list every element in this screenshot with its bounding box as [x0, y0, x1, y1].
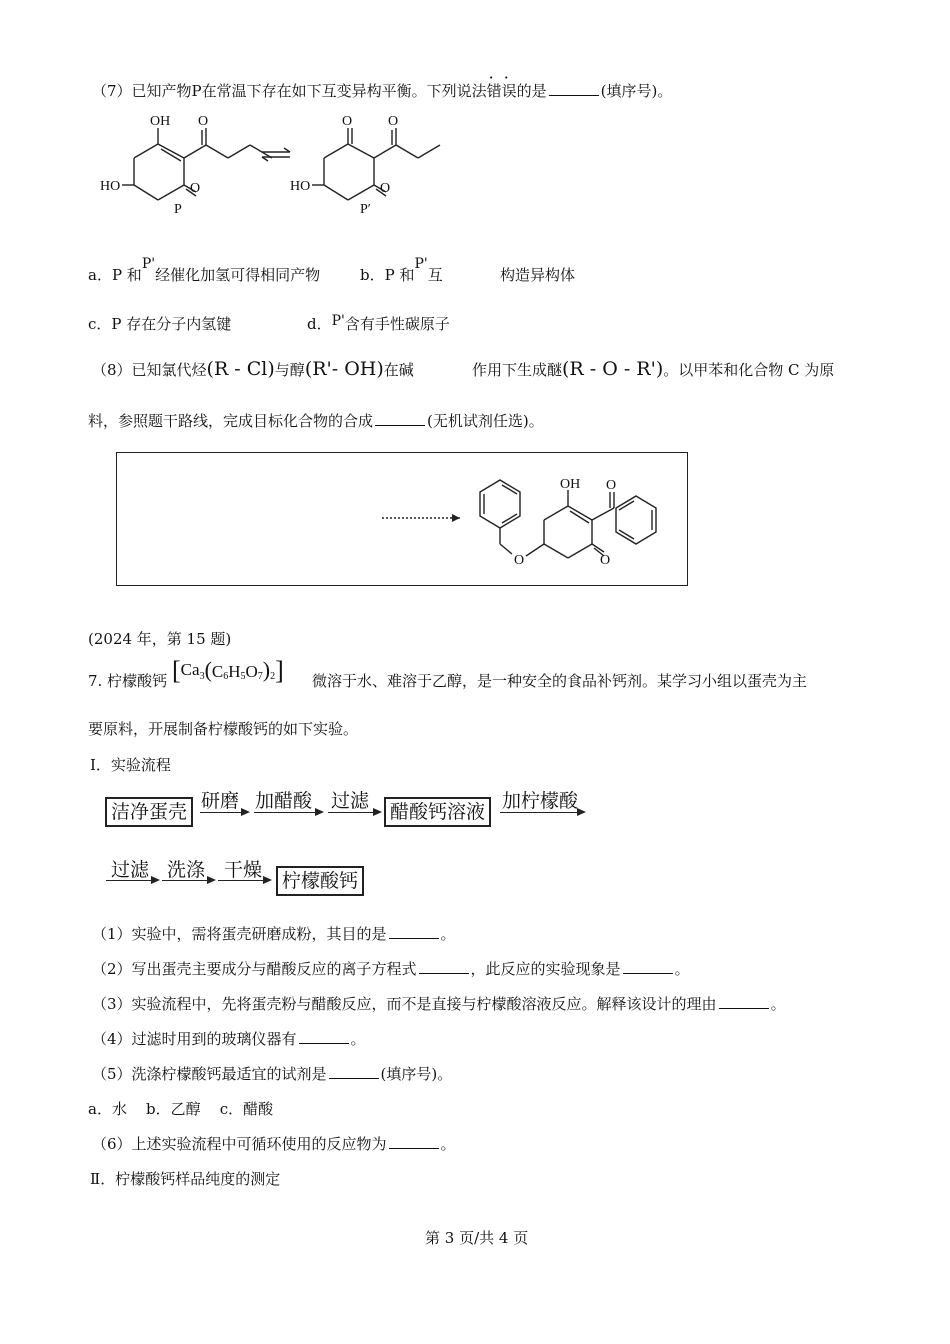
emphasis-word: ·· 错误 — [486, 68, 519, 100]
q7-part1: （1）实验中，需将蛋壳研磨成粉，其目的是 。 — [92, 925, 456, 943]
target-compound-structure — [378, 452, 698, 584]
answer-blank[interactable] — [299, 1042, 349, 1044]
question-source: (2024 年，第 15 题) — [88, 630, 232, 648]
section-1-title: Ⅰ．实验流程 — [90, 756, 171, 774]
tautomer-structures — [96, 110, 476, 230]
q7-part4: （4）过滤时用到的玻璃仪器有 。 — [92, 1030, 366, 1048]
answer-blank[interactable] — [389, 937, 439, 939]
q7-option-b-tail: 构造异构体 — [500, 266, 576, 284]
flow-box-calcium-acetate: 醋酸钙溶液 — [384, 797, 491, 827]
atom-ho: HO — [100, 179, 121, 194]
flow-arrow — [162, 880, 214, 881]
q7-option-c: c．P 存在分子内氢键 — [88, 315, 232, 333]
q8-line1: （8）已知氯代烃(R - Cl)与醇(R'- OH)在碱 — [92, 358, 414, 380]
q7-part5: （5）洗涤柠檬酸钙最适宜的试剂是 (填序号)。 — [92, 1065, 453, 1083]
q7-option-b: b．P 和P'互 — [360, 256, 443, 284]
answer-blank[interactable] — [623, 972, 673, 974]
svg-text:O: O — [380, 181, 391, 196]
flow-arrow — [200, 812, 248, 813]
label-p: P — [174, 202, 182, 217]
flow-arrow — [500, 812, 584, 813]
q7-option-d: d．P'含有手性碳原子 — [307, 313, 450, 333]
q7-part5-options: a．水 b．乙醇 c．醋酸 — [88, 1100, 274, 1118]
flow-step-dry: 干燥 — [224, 859, 263, 881]
svg-text:O: O — [388, 114, 399, 129]
svg-text:OH: OH — [560, 477, 581, 492]
q7-main-line2: 要原料，开展制备柠檬酸钙的如下实验。 — [88, 720, 359, 738]
flow-step-add-citric-acid: 加柠檬酸 — [502, 790, 579, 812]
svg-text:O: O — [190, 181, 201, 196]
flow-box-calcium-citrate: 柠檬酸钙 — [276, 866, 364, 896]
flow-box-clean-eggshell: 洁净蛋壳 — [105, 797, 193, 827]
flow-arrow — [106, 880, 158, 881]
q7-part6: （6）上述实验流程中可循环使用的反应物为 。 — [92, 1135, 456, 1153]
answer-blank[interactable] — [719, 1007, 769, 1009]
q7-main-line1: 7. 柠檬酸钙 — [88, 672, 168, 690]
flow-step-grind: 研磨 — [201, 790, 240, 812]
page-footer: 第 3 页/共 4 页 — [425, 1229, 529, 1247]
q7-sub-line1: （7）已知产物P在常温下存在如下互变异构平衡。下列说法 ·· 错误的是 (填序号)。 — [92, 68, 673, 100]
flow-step-filter: 过滤 — [331, 790, 370, 812]
svg-text:O: O — [198, 114, 209, 129]
section-2-title: Ⅱ．柠檬酸钙样品纯度的测定 — [90, 1170, 281, 1188]
q8-line2: 料，参照题干路线，完成目标化合物的合成 (无机试剂任选)。 — [88, 412, 544, 430]
answer-blank[interactable] — [549, 94, 599, 96]
atom-oh: OH — [150, 114, 171, 129]
answer-blank[interactable] — [389, 1147, 439, 1149]
flow-step-filter-2: 过滤 — [111, 859, 150, 881]
svg-text:O: O — [514, 553, 525, 568]
answer-blank[interactable] — [419, 972, 469, 974]
q7-part3: （3）实验流程中，先将蛋壳粉与醋酸反应，而不是直接与柠檬酸溶液反应。解释该设计的理由 。 — [92, 995, 786, 1013]
q7-option-a: a．P 和P'经催化加氢可得相同产物 — [88, 256, 321, 284]
svg-text:HO: HO — [290, 179, 311, 194]
q7-main-line1-tail: 微溶于水、难溶于乙醇，是一种安全的食品补钙剂。某学习小组以蛋壳为主 — [312, 672, 808, 690]
flow-step-wash: 洗涤 — [167, 859, 206, 881]
svg-text:O: O — [600, 553, 611, 568]
svg-text:O: O — [342, 114, 353, 129]
answer-blank[interactable] — [375, 424, 425, 426]
flow-arrow — [218, 880, 270, 881]
flow-arrow — [254, 812, 322, 813]
q8-line1-tail: 作用下生成醚(R - O - R')。以甲苯和化合物 C 为原 — [472, 358, 835, 380]
svg-text:O: O — [606, 478, 617, 493]
calcium-citrate-formula: [Ca3(C6H5O7)2] — [172, 656, 284, 685]
q7-part2: （2）写出蛋壳主要成分与醋酸反应的离子方程式 ，此反应的实验现象是 。 — [92, 960, 690, 978]
flow-step-add-acetic-acid: 加醋酸 — [255, 790, 313, 812]
label-p-prime: P′ — [360, 202, 371, 217]
answer-blank[interactable] — [329, 1077, 379, 1079]
flow-arrow — [328, 812, 380, 813]
